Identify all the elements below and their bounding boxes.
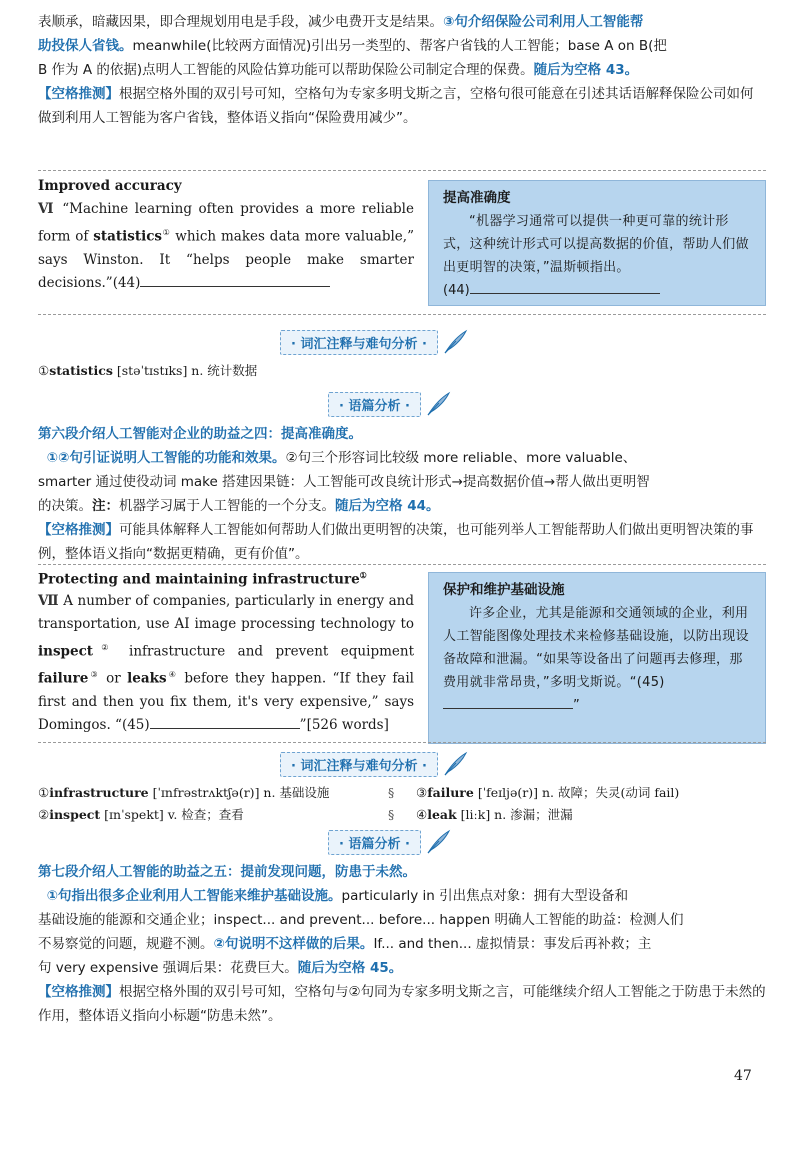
text: Protecting and maintaining infrastructure xyxy=(38,571,360,588)
blank-44 xyxy=(140,272,330,287)
text: ”[526 words] xyxy=(299,716,389,733)
highlight: ②句说明不这样做的后果。 xyxy=(213,936,374,952)
infer-text: 根据空格外围的双引号可知，空格句与②句同为专家多明戈斯之言，可能继续介绍人工智能之于防患于未然的作用，整体语义指向小标题“防患未然”。 xyxy=(38,984,766,1024)
infer-text: 可能具体解释人工智能如何帮助人们做出更明智的决策，也可能列举人工智能帮助人们做出更明智决策的事例，整体语义指向“数据更精确，更有价值”。 xyxy=(38,522,754,562)
text: smarter 通过使役动词 make 搭建因果链：人工智能可改良统计形式→提高数据价值→帮人做出更明智 xyxy=(38,474,650,490)
footnote-mark: ① xyxy=(359,570,367,580)
box-blank-line xyxy=(443,279,753,302)
vocab-word: inspect xyxy=(49,807,101,822)
analysis-6 xyxy=(38,422,766,566)
num: ③ xyxy=(416,785,428,800)
vocab-def: [ɪnˈspekt] v. 检查；查看 xyxy=(104,807,244,822)
analysis-head: 第六段介绍人工智能对企业的助益之四：提高准确度。 xyxy=(38,426,362,442)
quill-icon xyxy=(425,829,451,855)
box-title: 保护和维护基础设施 xyxy=(443,582,565,598)
vocab-banner xyxy=(280,330,468,354)
vocab-word: failure xyxy=(427,785,474,800)
divider xyxy=(38,314,766,315)
paragraph-number: Ⅶ xyxy=(38,592,59,609)
highlight: ①句指出很多企业利用人工智能来维护基础设施。 xyxy=(46,888,342,904)
quill-icon xyxy=(442,329,468,355)
paragraph-number: Ⅵ xyxy=(38,201,56,217)
note-label: 注： xyxy=(92,498,119,514)
text: meanwhile(比较两方面情况)引出另一类型的、帮客户省钱的人工智能；base A on B(把 xyxy=(132,38,667,54)
vocab-item xyxy=(38,782,329,804)
text: or xyxy=(106,670,121,687)
blank-45 xyxy=(150,714,300,729)
footnote-mark: ① xyxy=(162,228,171,237)
section-title: Improved accuracy xyxy=(38,178,182,194)
vocab-def: [ˈfeɪljə(r)] n. 故障；失灵(动词 fail) xyxy=(477,785,680,800)
text: 许多企业，尤其是能源和交通领域的企业，利用人工智能图像处理技术来检修基础设施，以防出现设备故障和泄漏。“如果等设备出了问题再去修理，那费用就非常昂贵，”多明戈斯说。“(45) xyxy=(443,606,749,690)
text: “Machine learning often provides a more reliable form of xyxy=(38,201,414,245)
vocab-word: statistics xyxy=(49,363,113,378)
text: B 作为 A 的依据)点明人工智能的风险估算功能可以帮助保险公司制定合理的保费。 xyxy=(38,62,534,78)
text: infrastructure and prevent equipment xyxy=(129,643,414,659)
highlight: ③句介绍保险公司利用人工智能帮 xyxy=(443,14,644,30)
analysis-head: 第七段介绍人工智能的助益之五：提前发现问题，防患于未然。 xyxy=(38,864,416,880)
divider xyxy=(38,742,766,743)
divider xyxy=(38,170,766,171)
analysis-banner xyxy=(328,392,451,416)
text: A number of companies, particularly in energy and transportation, use AI image processing technology to xyxy=(38,592,414,632)
banner-label: · 语篇分析 · xyxy=(328,392,421,417)
infer-tag: 【空格推测】 xyxy=(38,522,119,538)
vocab-def: [liːk] n. 渗漏；泄漏 xyxy=(460,807,573,822)
infer-text: 根据空格外围的双引号可知，空格句为专家多明戈斯之言，空格句很可能意在引述其话语解释保险公司如何做到利用人工智能为客户省钱，整体语义指向“保险费用减少”。 xyxy=(38,86,754,126)
section-7-english xyxy=(38,570,414,737)
text: before they happen. “If they fail first and then you fix them, it's very expensive,” says Domingos. “(45) xyxy=(38,670,414,733)
vocab-word: leaks xyxy=(127,670,167,687)
highlight: 随后为空格 44。 xyxy=(335,498,440,514)
vocab-separator: § § xyxy=(388,785,395,822)
section-title xyxy=(38,570,414,588)
banner-label: · 词汇注释与难句分析 · xyxy=(280,330,438,355)
vocab-item xyxy=(38,804,244,826)
num: ① xyxy=(38,785,50,800)
top-paragraph xyxy=(38,10,766,130)
analysis-7 xyxy=(38,860,766,1028)
num: ① xyxy=(38,363,50,378)
section-7-chinese-box xyxy=(428,572,766,744)
text: 基础设施的能源和交通企业；inspect... and prevent... before... happen 明确人工智能的助益：检测人们 xyxy=(38,912,684,928)
vocab-word: statistics xyxy=(93,228,163,245)
vocab-def: [ˈɪnfrəstrʌktʃə(r)] n. 基础设施 xyxy=(152,785,330,800)
section-6-english xyxy=(38,178,414,295)
box-text xyxy=(443,210,753,279)
vocab-word: leak xyxy=(427,807,457,822)
footnote-mark: ④ xyxy=(166,670,178,679)
infer-tag: 【空格推测】 xyxy=(38,86,119,102)
text: 句 very expensive 强调后果：花费巨大。 xyxy=(38,960,298,976)
banner-label: · 语篇分析 · xyxy=(328,830,421,855)
text: 不易察觉的问题，规避不测。 xyxy=(38,936,214,952)
quill-icon xyxy=(442,751,468,777)
section-6-chinese-box xyxy=(428,180,766,306)
text: ②句三个形容词比较级 more reliable、more valuable、 xyxy=(285,450,637,466)
vocab-word: inspect xyxy=(38,643,94,659)
blank-44-cn xyxy=(470,279,660,294)
text: 的决策。 xyxy=(38,498,92,514)
divider xyxy=(38,564,766,565)
text: If... and then... 虚拟情景：事发后再补救；主 xyxy=(373,936,652,952)
footnote-mark: ② xyxy=(93,642,117,652)
highlight: ①②句引证说明人工智能的功能和效果。 xyxy=(46,450,286,466)
highlight: 助投保人省钱。 xyxy=(38,38,133,54)
vocab-word: failure xyxy=(38,670,89,687)
vocab-item xyxy=(38,360,257,382)
section-paragraph xyxy=(38,198,414,295)
box-text xyxy=(443,602,753,717)
vocab-item xyxy=(416,782,679,804)
vocab-word: infrastructure xyxy=(49,785,149,800)
section-paragraph xyxy=(38,590,414,737)
highlight: 随后为空格 45。 xyxy=(297,960,403,976)
blank-45-cn xyxy=(443,694,573,709)
text: “机器学习通常可以提供一种更可靠的统计形式，这种统计形式可以提高数据的价值，帮助人们做出更明智的决策，”温斯顿指出。 xyxy=(443,214,749,275)
text: ” xyxy=(573,698,581,713)
analysis-banner xyxy=(328,830,451,854)
banner-label: · 词汇注释与难句分析 · xyxy=(280,752,438,777)
num: ④ xyxy=(416,807,428,822)
quill-icon xyxy=(425,391,451,417)
footnote-mark: ③ xyxy=(88,670,100,679)
infer-tag: 【空格推测】 xyxy=(38,984,119,1000)
highlight: 随后为空格 43。 xyxy=(533,62,639,78)
num: ② xyxy=(38,807,50,822)
vocab-def: [stəˈtɪstɪks] n. 统计数据 xyxy=(116,363,258,378)
box-title: 提高准确度 xyxy=(443,190,511,206)
text: 机器学习属于人工智能的一个分支。 xyxy=(119,498,335,514)
text: (44) xyxy=(443,283,470,298)
text: which makes data more valuable,” says Winston. It “helps people make smarter decisions.”(44) xyxy=(38,228,414,291)
text: particularly in 引出焦点对象：拥有大型设备和 xyxy=(341,888,629,904)
text: 表顺承，暗藏因果，即合理规划用电是手段，减少电费开支是结果。 xyxy=(38,14,443,30)
vocab-banner xyxy=(280,752,468,776)
vocab-item xyxy=(416,804,573,826)
page-number: 47 xyxy=(734,1068,752,1084)
